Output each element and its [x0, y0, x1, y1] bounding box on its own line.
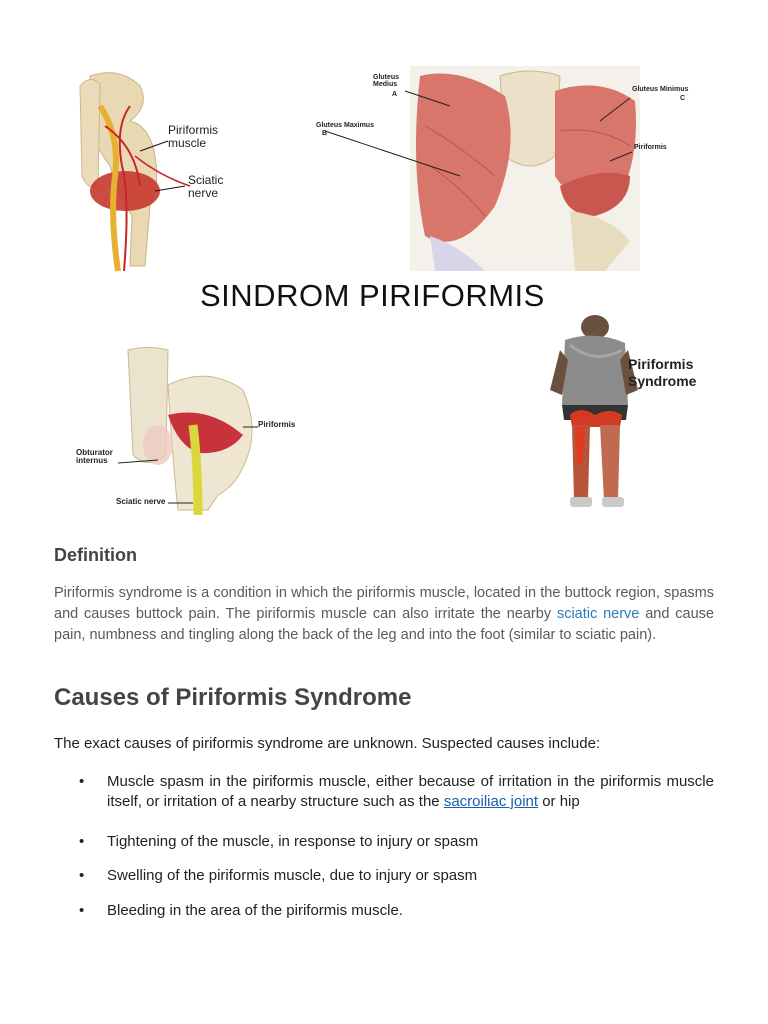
pelvis-drawing: [58, 345, 298, 515]
piriformis-muscle-label: Piriformis muscle: [168, 123, 218, 150]
pelvis-piriformis-label: Piriformis: [258, 420, 296, 429]
definition-text-before: Piriformis syndrome is a condition in which the piriformis muscle, located in the buttock region, spasms and causes buttock pain. The piriformis muscle can also irritate the nearby: [54, 585, 714, 622]
gluteus-minimus-label: Gluteus Minimus: [632, 86, 689, 93]
obturator-internus-label: Obturator internus: [76, 448, 113, 466]
gluteal-muscles-illustration: [310, 66, 710, 276]
list-item: [54, 772, 714, 832]
cause-1-text-before: Muscle spasm in the piriformis muscle, either because of irritation in the piriformis muscle itself, or irritation of a nearby structure such as the: [107, 773, 714, 810]
cause-3-text: Swelling of the piriformis muscle, due to injury or spasm: [107, 867, 478, 884]
sciatic-nerve-link[interactable]: sciatic nerve: [556, 606, 640, 622]
hip-sciatic-illustration: [60, 66, 260, 276]
list-item: [54, 866, 714, 901]
cause-1-text-after: or hip: [538, 793, 580, 810]
gluteal-piriformis-label: Piriformis: [634, 144, 667, 151]
runner-caption-line1: Piriformis: [628, 356, 694, 372]
causes-list: [54, 772, 714, 921]
gluteus-maximus-tag: B: [322, 130, 328, 137]
gluteal-muscles-drawing: [310, 66, 710, 276]
gluteus-maximus-label: Gluteus Maximus: [316, 122, 374, 129]
sciatic-nerve-label: Sciatic nerve: [188, 173, 224, 200]
runner-drawing: [540, 315, 715, 515]
pelvis-illustration: [58, 345, 298, 515]
causes-intro: The exact causes of piriformis syndrome are unknown. Suspected causes include:: [54, 735, 601, 752]
definition-text-after: and cause pain, numbness and tingling along the back of the leg and into the foot (similar to sciatic pain).: [54, 606, 714, 643]
definition-heading: Definition: [54, 545, 137, 565]
definition-paragraph: [54, 583, 714, 646]
hip-sciatic-drawing: [60, 66, 260, 276]
list-item: [54, 901, 714, 921]
gluteus-minimus-tag: C: [680, 95, 686, 102]
gluteus-medius-label: Gluteus Medius: [373, 74, 400, 89]
list-item: [54, 832, 714, 866]
pelvis-sciatic-nerve-label: Sciatic nerve: [116, 497, 166, 506]
runner-caption-line2: Syndrome: [628, 373, 697, 389]
causes-heading: Causes of Piriformis Syndrome: [54, 684, 412, 711]
gluteus-medius-tag: A: [392, 91, 398, 98]
cause-2-text: Tightening of the muscle, in response to injury or spasm: [107, 833, 479, 850]
sacroiliac-joint-link[interactable]: sacroiliac joint: [443, 793, 539, 810]
page-title: SINDROM PIRIFORMIS: [200, 278, 545, 313]
runner-illustration: [540, 315, 715, 515]
cause-4-text: Bleeding in the area of the piriformis muscle.: [107, 902, 403, 919]
